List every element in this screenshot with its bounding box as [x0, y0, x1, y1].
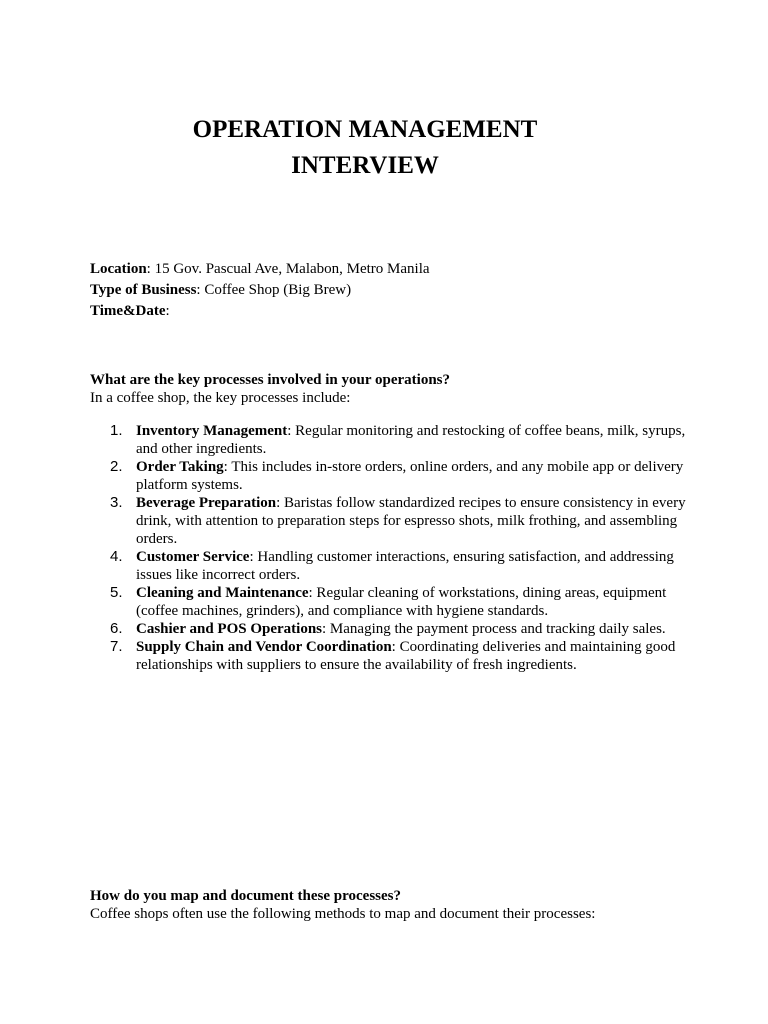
business-type-value: : Coffee Shop (Big Brew) — [196, 282, 352, 298]
process-description: : Baristas follow standardized recipes to ensure consistency in every drink, with attention to preparation steps for espresso shots, milk frothing, and assembling orders. — [136, 495, 686, 547]
business-type-line — [90, 280, 710, 301]
time-date-line — [90, 301, 710, 322]
list-number: 6. — [110, 620, 123, 637]
process-description: : Coordinating deliveries and maintaining good relationships with suppliers to ensure the availability of fresh ingredients. — [136, 639, 676, 673]
time-date-value: : — [165, 303, 170, 319]
question-2: How do you map and document these processes? — [90, 888, 401, 904]
list-item — [90, 638, 690, 674]
process-term: Cleaning and Maintenance — [136, 585, 309, 601]
business-type-label: Type of Business — [90, 282, 197, 298]
list-item — [90, 548, 690, 584]
question-2-intro: Coffee shops often use the following methods to map and document their processes: — [90, 906, 596, 922]
process-list — [90, 422, 690, 674]
process-term: Cashier and POS Operations — [136, 621, 322, 637]
process-term: Order Taking — [136, 459, 224, 475]
page-title — [180, 112, 550, 184]
process-term: Inventory Management — [136, 423, 288, 439]
location-label: Location — [90, 261, 147, 277]
process-term: Customer Service — [136, 549, 250, 565]
list-number: 5. — [110, 584, 123, 601]
list-item — [90, 458, 690, 494]
process-description: : Regular monitoring and restocking of coffee beans, milk, syrups, and other ingredients. — [136, 423, 686, 457]
title-line-2: INTERVIEW — [291, 152, 439, 179]
list-number: 2. — [110, 458, 123, 475]
interview-details — [90, 259, 710, 322]
question-1-section — [90, 371, 710, 407]
process-description: : This includes in-store orders, online orders, and any mobile app or delivery platform systems. — [136, 459, 684, 493]
list-number: 1. — [110, 422, 123, 439]
location-line — [90, 259, 710, 280]
list-number: 3. — [110, 494, 123, 511]
process-description: : Regular cleaning of workstations, dining areas, equipment (coffee machines, grinders), and compliance with hygiene standards. — [136, 585, 667, 619]
list-item — [90, 620, 690, 638]
process-term: Beverage Preparation — [136, 495, 277, 511]
process-description: : Managing the payment process and tracking daily sales. — [322, 621, 666, 637]
list-number: 7. — [110, 638, 123, 655]
process-description: : Handling customer interactions, ensuring satisfaction, and addressing issues like incorrect orders. — [136, 549, 674, 583]
time-date-label: Time&Date — [90, 303, 166, 319]
question-2-section — [90, 887, 710, 923]
title-line-1: OPERATION MANAGEMENT — [192, 116, 538, 143]
list-item — [90, 422, 690, 458]
question-1: What are the key processes involved in your operations? — [90, 372, 451, 388]
process-term: Supply Chain and Vendor Coordination — [136, 639, 392, 655]
location-value: : 15 Gov. Pascual Ave, Malabon, Metro Manila — [146, 261, 430, 277]
list-number: 4. — [110, 548, 123, 565]
list-item — [90, 584, 690, 620]
question-1-intro: In a coffee shop, the key processes include: — [90, 390, 351, 406]
list-item — [90, 494, 690, 548]
